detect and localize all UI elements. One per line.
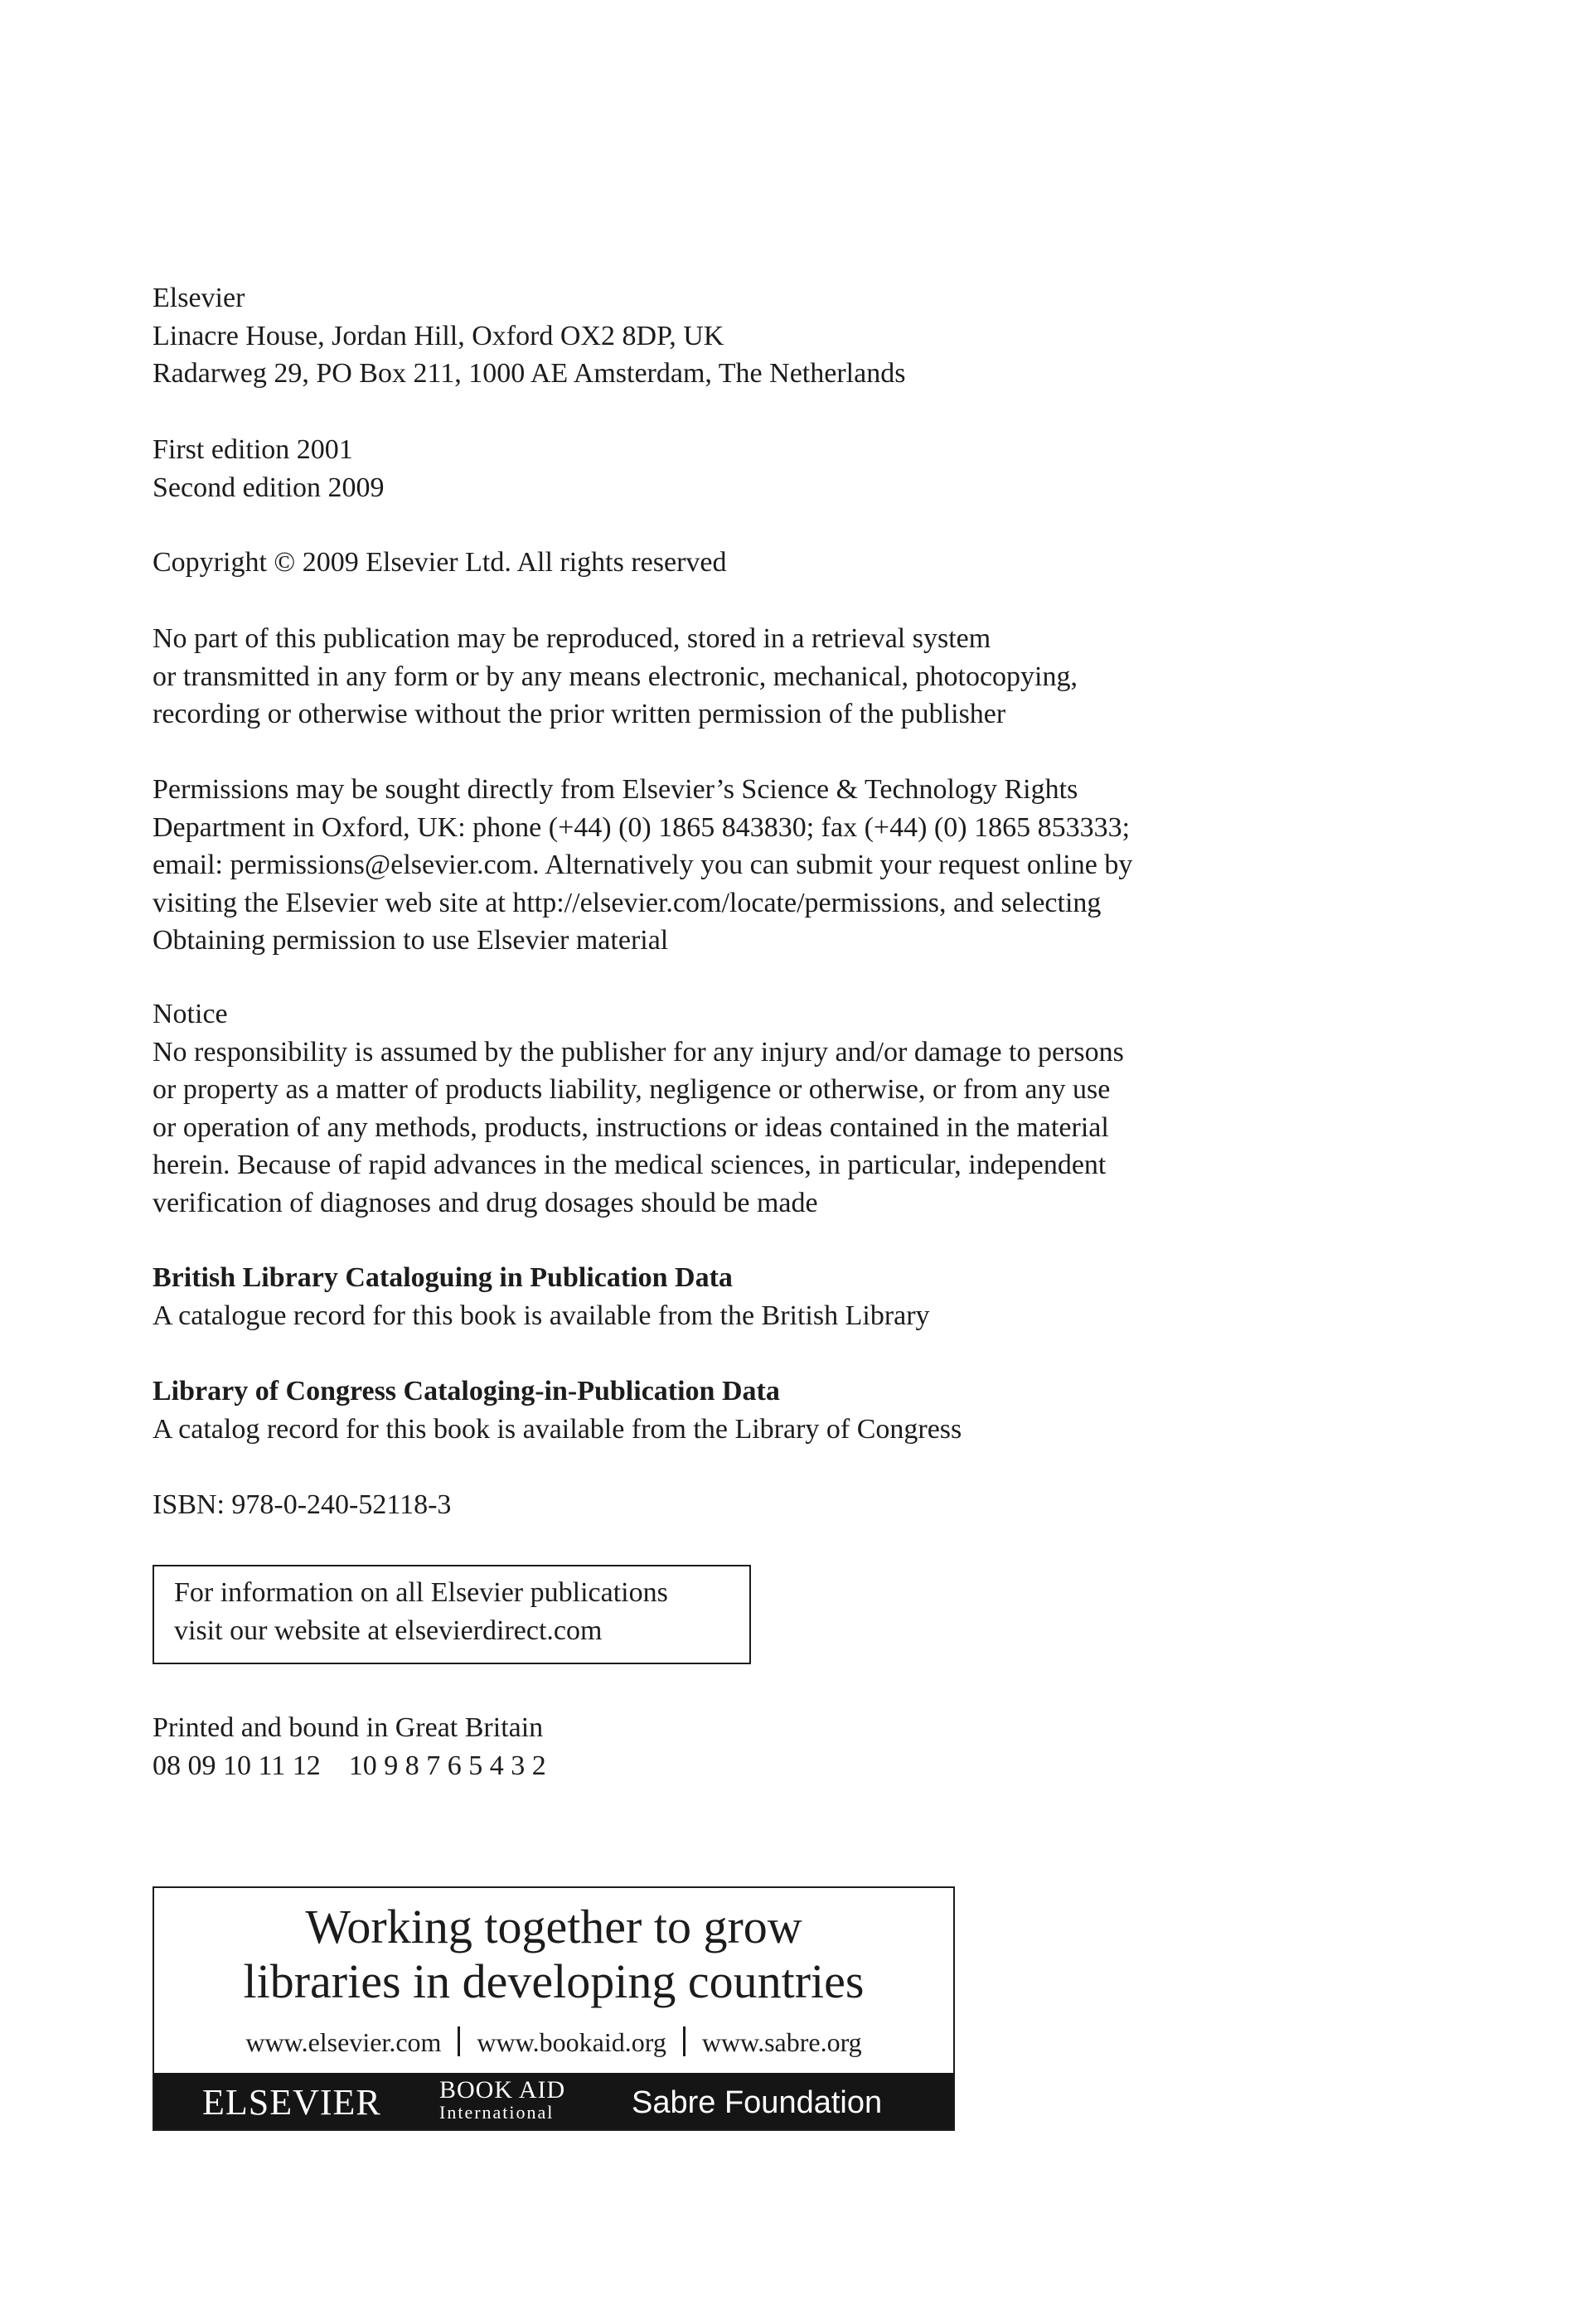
isbn-section: [153, 1486, 451, 1524]
publisher-address: [153, 279, 905, 393]
notice-section: [153, 995, 1124, 1222]
elsevier-logo: ELSEVIER: [202, 2082, 381, 2123]
second-edition: Second edition 2009: [153, 472, 385, 503]
banner-headline: [154, 1900, 953, 2009]
copyright-line: Copyright © 2009 Elsevier Ltd. All rights reserved: [153, 547, 727, 578]
british-library-section: [153, 1259, 930, 1334]
bookaid-url-link[interactable]: www.bookaid.org: [477, 2027, 666, 2057]
printed-bound-line: Printed and bound in Great Britain: [153, 1712, 544, 1743]
library-of-congress-heading: Library of Congress Cataloging-in-Publication Data: [153, 1376, 780, 1407]
rights-paragraph: [153, 620, 1078, 734]
elsevier-url-link[interactable]: www.elsevier.com: [245, 2027, 442, 2057]
publisher-address-nl: Radarweg 29, PO Box 211, 1000 AE Amsterdam, The Netherlands: [153, 358, 906, 389]
notice-heading: Notice: [153, 999, 228, 1029]
url-divider: [683, 2026, 685, 2056]
permissions-line: email: permissions@elsevier.com. Alternatively you can submit your request online by: [153, 850, 1133, 880]
info-box-line: For information on all Elsevier publications: [174, 1577, 668, 1608]
notice-line: or operation of any methods, products, instructions or ideas contained in the material: [153, 1111, 1109, 1143]
website-info-box: [153, 1565, 751, 1664]
british-library-text: A catalogue record for this book is available from the British Library: [153, 1300, 930, 1331]
notice-line: herein. Because of rapid advances in the medical sciences, in particular, independent: [153, 1150, 1107, 1180]
permissions-line: Permissions may be sought directly from Elsevier’s Science & Technology Rights: [153, 774, 1078, 805]
book-aid-logo: [439, 2078, 565, 2123]
banner-headline-line: libraries in developing countries: [243, 1954, 865, 2008]
book-aid-logo-subtitle: International: [439, 2102, 555, 2123]
british-library-heading: British Library Cataloguing in Publication Data: [153, 1262, 733, 1293]
first-edition: First edition 2001: [153, 434, 353, 465]
partner-logo-bar: [154, 2073, 953, 2129]
library-of-congress-section: [153, 1373, 962, 1448]
permissions-line: Department in Oxford, UK: phone (+44) (0) 1865 843830; fax (+44) (0) 1865 853333;: [153, 811, 1131, 843]
isbn: ISBN: 978-0-240-52118-3: [153, 1489, 452, 1520]
permissions-line: Obtaining permission to use Elsevier material: [153, 925, 669, 956]
banner-headline-line: Working together to grow: [305, 1900, 802, 1954]
printing-info: [153, 1709, 546, 1784]
info-box-line: visit our website at elsevierdirect.com: [174, 1615, 603, 1646]
print-run-numbers: 08 09 10 11 12 10 9 8 7 6 5 4 3 2: [153, 1750, 546, 1781]
notice-line: No responsibility is assumed by the publisher for any injury and/or damage to persons: [153, 1036, 1124, 1068]
sabre-foundation-logo: Sabre Foundation: [632, 2085, 883, 2120]
library-of-congress-text: A catalog record for this book is available from the Library of Congress: [153, 1413, 962, 1445]
permissions-paragraph: [153, 771, 1132, 960]
copyright-notice: [153, 544, 727, 582]
publisher-name: Elsevier: [153, 283, 245, 313]
permissions-line: visiting the Elsevier web site at http://elsevier.com/locate/permissions, and selecting: [153, 887, 1102, 918]
publisher-address-uk: Linacre House, Jordan Hill, Oxford OX2 8DP, UK: [153, 320, 724, 351]
rights-line: recording or otherwise without the prior written permission of the publisher: [153, 699, 1006, 729]
rights-line: or transmitted in any form or by any means electronic, mechanical, photocopying,: [153, 661, 1078, 692]
book-aid-banner: [153, 1886, 955, 2131]
notice-line: verification of diagnoses and drug dosages should be made: [153, 1187, 818, 1218]
sabre-url-link[interactable]: www.sabre.org: [701, 2027, 862, 2057]
book-aid-logo-title: BOOK AID: [439, 2076, 566, 2104]
banner-urls: [154, 2026, 953, 2059]
rights-line: No part of this publication may be reproduced, stored in a retrieval system: [153, 623, 991, 654]
url-divider: [458, 2026, 460, 2056]
edition-history: [153, 431, 385, 506]
notice-line: or property as a matter of products liability, negligence or otherwise, or from any use: [153, 1074, 1111, 1105]
